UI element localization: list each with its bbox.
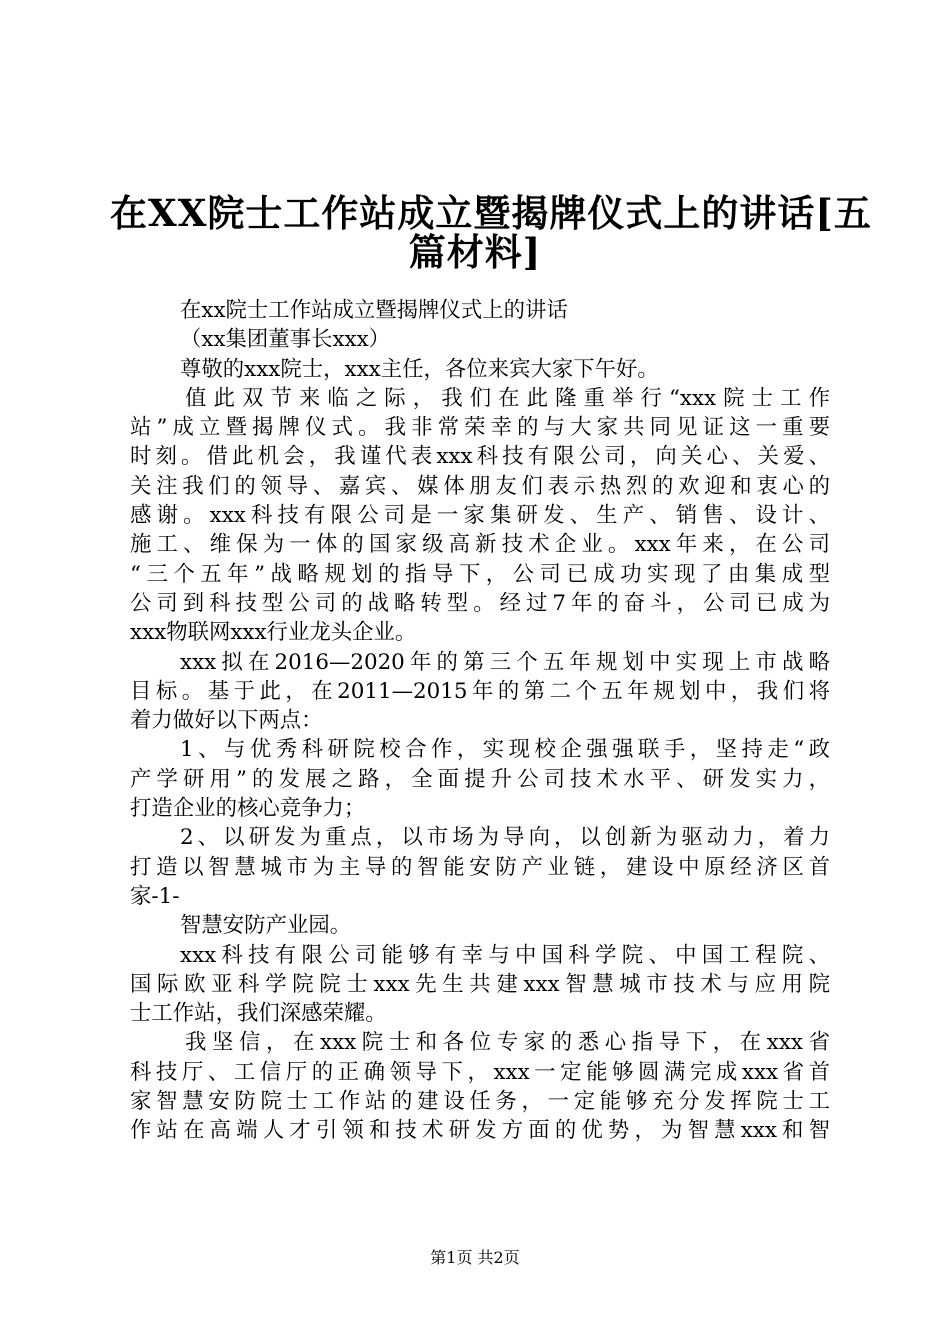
body-line: xxx物联网xxx行业龙头企业。 <box>130 620 417 646</box>
body-line: 在xx院士工作站成立暨揭牌仪式上的讲话 <box>180 298 568 323</box>
body-line: 科技厅、工信厅的正确领导下，xxx一定能够圆满完成xxx省首 <box>130 1059 830 1085</box>
body-line: 尊敬的xxx院士，xxx主任，各位来宾大家下午好。 <box>180 356 659 382</box>
body-line: 作站在高端人才引领和技术研发方面的优势，为智慧xxx和智 <box>130 1118 830 1144</box>
document-title-line-2: 篇材料] <box>408 230 542 274</box>
body-line: 2、以研发为重点，以市场为导向，以创新为驱动力，着力 <box>180 825 830 851</box>
body-line: xxx拟在2016—2020年的第三个五年规划中实现上市战略 <box>180 649 830 675</box>
document-title-line-1: 在XX院士工作站成立暨揭牌仪式上的讲话[五 <box>110 191 872 235</box>
body-line: 打造以智慧城市为主导的智能安防产业链，建设中原经济区首 <box>130 854 830 880</box>
body-line: 我坚信，在xxx院士和各位专家的悉心指导下，在xxx省 <box>185 1030 830 1056</box>
document-body <box>130 296 830 1146</box>
page-footer: 第1页 共2页 <box>430 1248 520 1267</box>
body-line: 士工作站，我们深感荣耀。 <box>130 1001 387 1027</box>
body-line: 值此双节来临之际，我们在此隆重举行“xxx院士工作 <box>185 385 830 411</box>
body-line: 时刻。借此机会，我谨代表xxx科技有限公司，向关心、关爱、 <box>130 444 830 470</box>
body-line: 家智慧安防院士工作站的建设任务，一定能够充分发挥院士工 <box>130 1089 830 1115</box>
body-line: 感谢。xxx科技有限公司是一家集研发、生产、销售、设计、 <box>130 503 830 529</box>
body-line: 站”成立暨揭牌仪式。我非常荣幸的与大家共同见证这一重要 <box>130 415 830 441</box>
body-line: 家-1- <box>130 883 180 909</box>
body-line: 打造企业的核心竞争力； <box>130 796 366 822</box>
body-line: 关注我们的领导、嘉宾、媒体朋友们表示热烈的欢迎和衷心的 <box>130 473 830 499</box>
body-line: “三个五年”战略规划的指导下，公司已成功实现了由集成型 <box>130 561 830 587</box>
body-line: 着力做好以下两点： <box>130 708 323 734</box>
body-line: 国际欧亚科学院院士xxx先生共建xxx智慧城市技术与应用院 <box>130 971 830 997</box>
body-line: 施工、维保为一体的国家级高新技术企业。xxx年来，在公司 <box>130 532 830 558</box>
body-line: 目标。基于此，在2011—2015年的第二个五年规划中，我们将 <box>130 678 830 704</box>
body-line: xxx科技有限公司能够有幸与中国科学院、中国工程院、 <box>180 942 830 968</box>
body-line: 产学研用”的发展之路，全面提升公司技术水平、研发实力， <box>130 766 830 792</box>
body-line: 智慧安防产业园。 <box>180 913 352 939</box>
body-line: 公司到科技型公司的战略转型。经过7年的奋斗，公司已成为 <box>130 590 830 616</box>
body-line: （xx集团董事长xxx） <box>180 327 391 353</box>
body-line: 1、与优秀科研院校合作，实现校企强强联手，坚持走“政 <box>180 737 830 763</box>
